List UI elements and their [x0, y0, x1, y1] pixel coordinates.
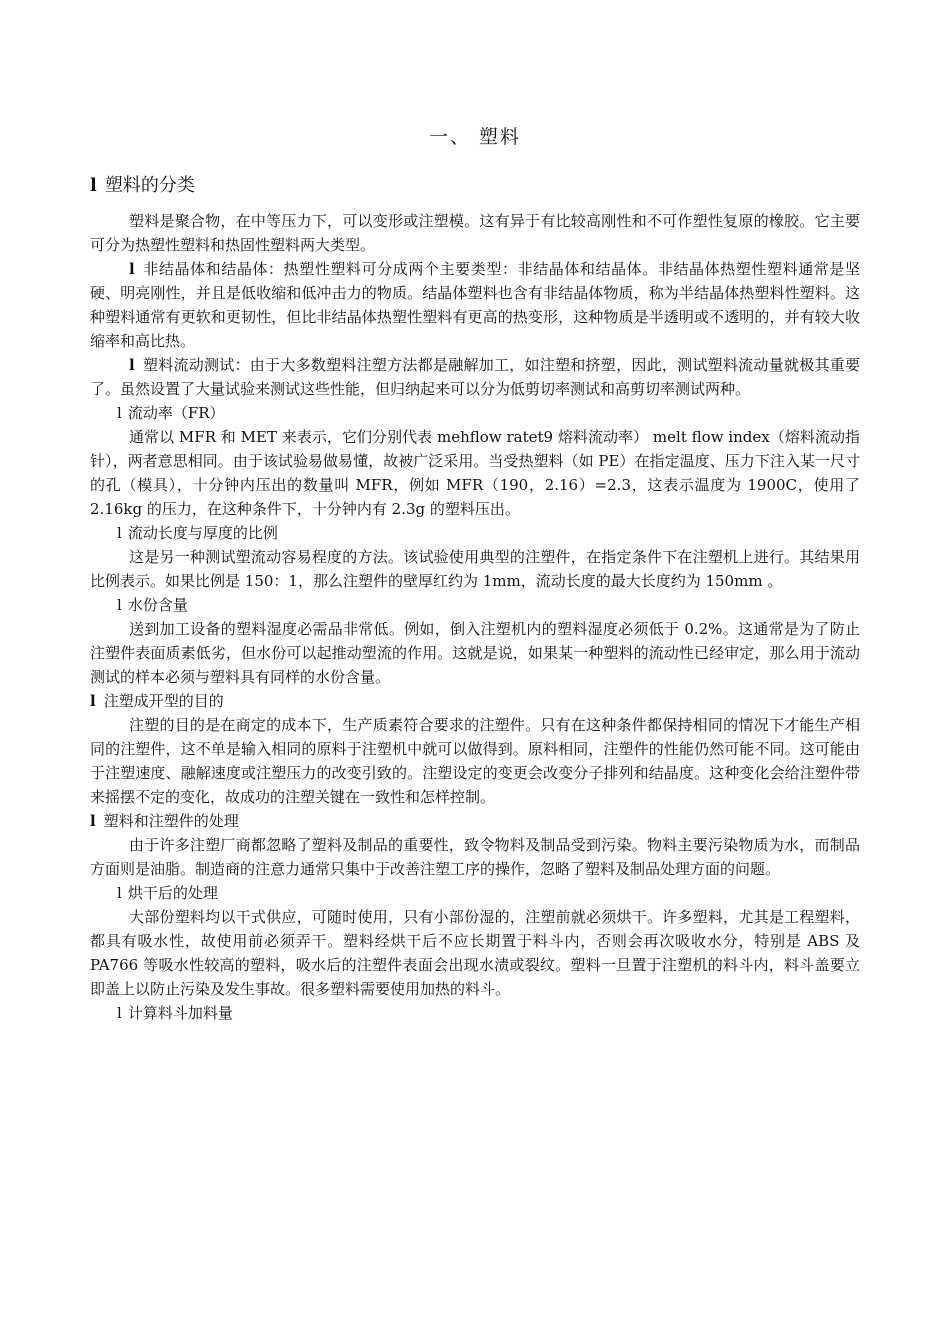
subheading-flow-rate: [90, 401, 860, 425]
section-heading-classification: [90, 173, 870, 199]
paragraph-text: 塑料流动测试：由于大多数塑料注塑方法都是融解加工，如注塑和挤塑，因此，测试塑料流动量就极其重要了。虽然设置了大量试验来测试这些性能，但归纳起来可以分为低剪切率测试和高剪切率测试两种。: [90, 356, 860, 398]
paragraph-handling: 由于许多注塑厂商都忽略了塑料及制品的重要性，致令物料及制品受到污染。物料主要污染物质为水，而制品方面则是油脂。制造商的注意力通常只集中于改善注塑工序的操作，忽略了塑料及制品处理方面的问题。: [90, 836, 860, 878]
bullet-marker: l: [117, 524, 122, 542]
subheading-text: 计算料斗加料量: [127, 1004, 233, 1022]
subheading-text: 水份含量: [127, 596, 188, 614]
bullet-marker: l: [90, 175, 97, 196]
heading-text: 塑料和注塑件的处理: [103, 812, 239, 830]
bullet-marker: l: [129, 260, 135, 278]
heading-text: 塑料的分类: [104, 175, 195, 196]
paragraph-text: 非结晶体和结晶体：热塑性塑料可分成两个主要类型：非结晶体和结晶体。非结晶体热塑性塑料通常是坚硬、明亮刚性，并且是低收缩和低冲击力的物质。结晶体塑料也含有非结晶体物质，称为半结晶体热塑料性塑料。这种塑料通常有更软和更韧性，但比非结晶体热塑性塑料有更高的热变形，这种物质是半透明或不透明的，并有较大收缩率和高比热。: [90, 260, 860, 350]
paragraph-mfr: 通常以 MFR 和 MET 来表示，它们分别代表 mehflow ratet9 熔料流动率） melt flow index（熔料流动指针），两者意思相同。由于该试验易做易懂，故被广泛采用。当受热塑料（如 PE）在指定温度、压力下注入某一尺寸的孔（模具），十分钟内压出的数量叫 MFR，例如 MFR（190，2.16）=2.3，这表示温度为 1900C，使用了 2.16kg 的压力，在这种条件下，十分钟内有 2.3g 的塑料压出。: [90, 428, 860, 518]
section-heading-handling: [90, 809, 860, 833]
document-body: [90, 209, 860, 1025]
paragraph-drying: 大部份塑料均以干式供应，可随时使用，只有小部份湿的，注塑前就必须烘干。许多塑料，尤其是工程塑料，都具有吸水性，故使用前必须弄干。塑料经烘干后不应长期置于料斗内，否则会再次吸收水分，特别是 ABS 及 PA766 等吸水性较高的塑料，吸水后的注塑件表面会出现水渍或裂纹。塑料一旦置于注塑机的料斗内，料斗盖要立即盖上以防止污染及发生事故。很多塑料需要使用加热的料斗。: [90, 908, 860, 998]
subheading-text: 流动长度与厚度的比例: [127, 524, 278, 542]
subheading-hopper-feed: [90, 1001, 860, 1025]
paragraph-amorphous-crystalline: [90, 257, 860, 353]
paragraph-molding-purpose: 注塑的目的是在商定的成本下，生产质素符合要求的注塑件。只有在这种条件都保持相同的情况下才能生产相同的注塑件，这不单是输入相同的原料于注塑机中就可以做得到。原料相同，注塑件的性能仍然可能不同。这可能由于注塑速度、融解速度或注塑压力的改变引致的。注塑设定的变更会改变分子排列和结晶度。这种变化会给注塑件带来摇摆不定的变化，故成功的注塑关键在一致性和怎样控制。: [90, 716, 860, 806]
paragraph-moisture: 送到加工设备的塑料湿度必需品非常低。例如，倒入注塑机内的塑料湿度必须低于 0.2%。这通常是为了防止注塑件表面质素低劣，但水份可以起推动塑流的作用。这就是说，如果某一种塑料的流动性已经审定，那么用于流动测试的样本必须与塑料具有同样的水份含量。: [90, 620, 860, 686]
bullet-marker: l: [117, 884, 122, 902]
bullet-marker: l: [90, 812, 96, 830]
bullet-marker: l: [117, 1004, 122, 1022]
subheading-text: 烘干后的处理: [127, 884, 218, 902]
paragraph-flow-testing: [90, 353, 860, 401]
heading-text: 注塑成开型的目的: [103, 692, 224, 710]
document-title: 一、 塑料: [428, 126, 522, 148]
paragraph-flow-length: 这是另一种测试塑流动容易程度的方法。该试验使用典型的注塑件，在指定条件下在注塑机上进行。其结果用比例表示。如果比例是 150：1，那么注塑件的壁厚红约为 1mm，流动长度的最大长度约为 150mm 。: [90, 548, 860, 590]
section-heading-molding-purpose: [90, 689, 860, 713]
bullet-marker: l: [129, 356, 135, 374]
bullet-marker: l: [90, 692, 96, 710]
paragraph-plastic-definition: 塑料是聚合物，在中等压力下，可以变形或注塑模。这有异于有比较高刚性和不可作塑性复原的橡胶。它主要可分为热塑性塑料和热固性塑料两大类型。: [90, 212, 860, 254]
subheading-text: 流动率（FR）: [127, 404, 225, 422]
bullet-marker: l: [117, 404, 122, 422]
subheading-flow-length-ratio: [90, 521, 860, 545]
subheading-moisture-content: [90, 593, 860, 617]
bullet-marker: l: [117, 596, 122, 614]
subheading-after-drying: [90, 881, 860, 905]
